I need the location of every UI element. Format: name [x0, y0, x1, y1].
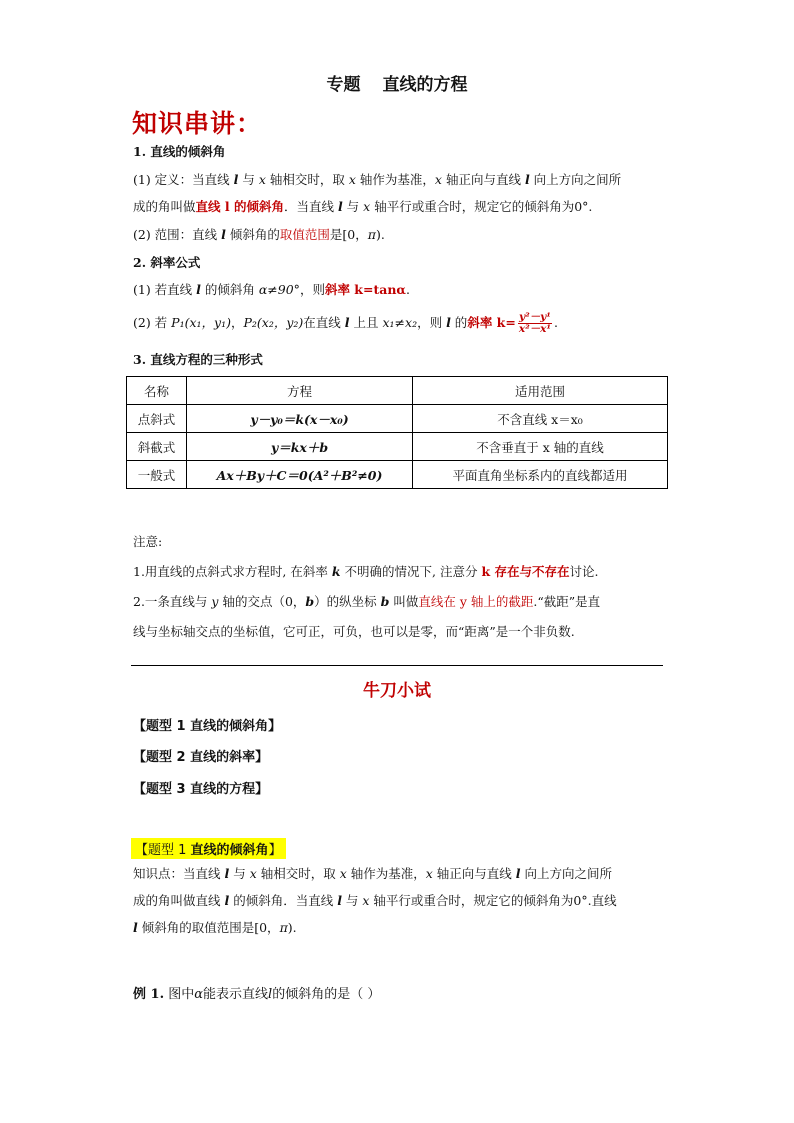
table-cell: y＝kx＋b	[187, 433, 413, 461]
table-row	[127, 461, 668, 489]
section-divider	[131, 665, 663, 666]
practice-title: 牛刀小试	[363, 681, 431, 701]
table-cell: y－y₀＝k(x－x₀)	[187, 405, 413, 433]
s1-definition-line1: (1) 定义：当直线 l 与 x 轴相交时，取 x 轴作为基准，x 轴正向与直线 l 向上方向之间所	[133, 172, 622, 187]
title-part2: 直线的方程	[382, 75, 468, 95]
note-1: 1.用直线的点斜式求方程时, 在斜率 k 不明确的情况下, 注意分 k 存在与不存在讨论.	[133, 564, 599, 579]
knowledge-point-line2: 成的角叫做直线 l 的倾斜角．当直线 l 与 x 轴平行或重合时，规定它的倾斜角为0°.直线	[133, 893, 617, 908]
page-title	[0, 70, 794, 95]
term-slope-formula: 斜率 k=	[467, 315, 516, 330]
s2-line1: (1) 若直线 l 的倾斜角 α≠90°，则斜率 k=tanα.	[133, 282, 411, 297]
table-row	[127, 405, 668, 433]
section-heading: 知识串讲：	[132, 109, 263, 138]
s1-heading: 1. 直线的倾斜角	[133, 144, 226, 159]
table-header-cell: 名称	[127, 377, 187, 405]
notes-heading: 注意:	[133, 534, 163, 549]
table-cell: Ax＋By＋C＝0(A²＋B²≠0)	[187, 461, 413, 489]
s2-heading: 2. 斜率公式	[133, 255, 201, 270]
s2-line2: (2) 若 P₁(x₁，y₁)，P₂(x₂，y₂)在直线 l 上且 x₁≠x₂，则 l 的斜率 k= $\frac{\text{y²－y¹}}{\text{x²－x¹}}$ .	[133, 311, 559, 335]
type-item-1: 【题型 1 直线的倾斜角】	[133, 719, 282, 734]
type-item-2: 【题型 2 直线的斜率】	[133, 750, 269, 765]
s1-range-line: (2) 范围：直线 l 倾斜角的取值范围是[0，π).	[133, 227, 385, 242]
s3-heading: 3. 直线方程的三种形式	[133, 352, 263, 367]
line-forms-table	[126, 376, 668, 489]
note-2-cont: 线与坐标轴交点的坐标值，它可正，可负，也可以是零，而“距离”是一个非负数.	[133, 624, 575, 639]
table-row	[127, 433, 668, 461]
table-cell: 点斜式	[127, 405, 187, 433]
term-slope-tan: 斜率 k=tanα	[324, 282, 407, 297]
table-cell: 平面直角坐标系内的直线都适用	[413, 461, 668, 489]
term-range: 取值范围	[279, 227, 330, 242]
knowledge-point-line1: 知识点：当直线 l 与 x 轴相交时，取 x 轴作为基准，x 轴正向与直线 l 向上方向之间所	[133, 866, 612, 881]
term-y-intercept: 直线在 y 轴上的截距	[418, 594, 534, 609]
table-cell: 不含垂直于 x 轴的直线	[413, 433, 668, 461]
note-2: 2.一条直线与 y 轴的交点（0，b）的纵坐标 b 叫做直线在 y 轴上的截距.“截距”是直	[133, 594, 601, 609]
term-inclination-angle: 直线 l 的倾斜角	[195, 199, 284, 214]
table-header-cell: 方程	[187, 377, 413, 405]
table-header-row	[127, 377, 668, 405]
term-k-exists: k 存在与不存在	[481, 564, 570, 579]
slope-fraction: $\frac{\text{y²－y¹}}{\text{x²－x¹}}$	[518, 311, 552, 335]
s1-definition-line2: 成的角叫做直线 l 的倾斜角．当直线 l 与 x 轴平行或重合时，规定它的倾斜角为0°.	[133, 199, 593, 214]
type-item-3: 【题型 3 直线的方程】	[133, 782, 269, 797]
knowledge-point-line3: l 倾斜角的取值范围是[0，π).	[133, 920, 297, 935]
table-cell: 不含直线 x＝x₀	[413, 405, 668, 433]
type-1-highlight: 【题型 1 直线的倾斜角】	[131, 838, 286, 859]
table-header-cell: 适用范围	[413, 377, 668, 405]
title-part1: 专题	[326, 75, 361, 95]
table-cell: 一般式	[127, 461, 187, 489]
table-cell: 斜截式	[127, 433, 187, 461]
example-1: 例 1. 图中α能表示直线l的倾斜角的是（ ）	[133, 987, 381, 1002]
